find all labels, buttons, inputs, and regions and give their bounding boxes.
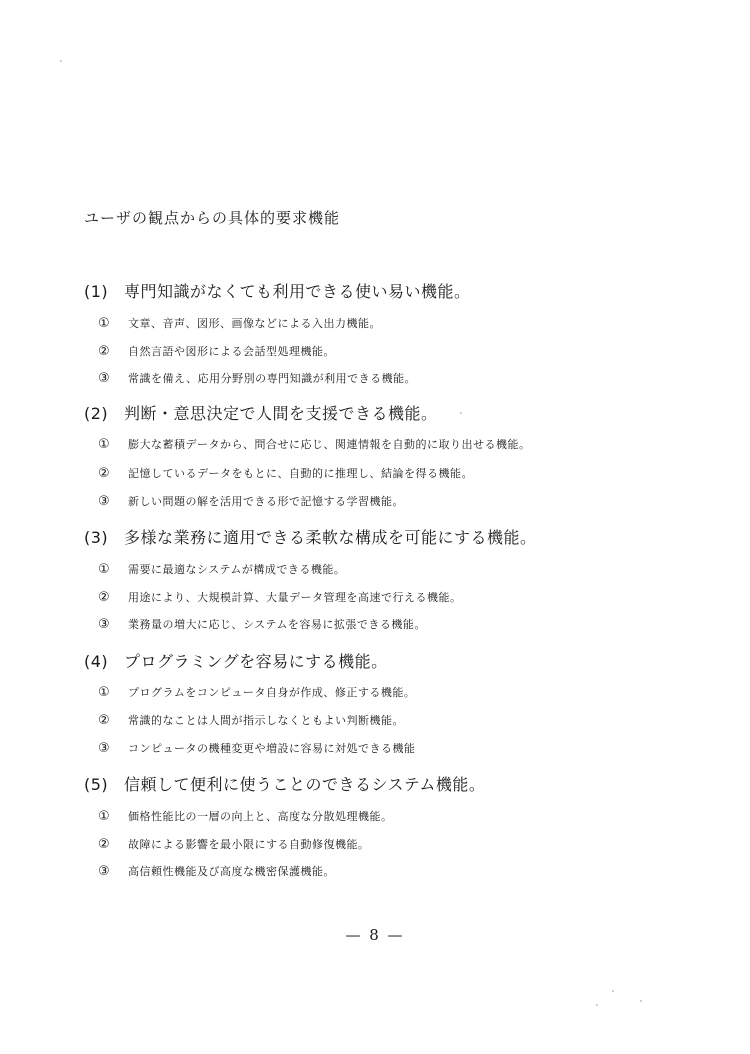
section-heading-2 (84, 401, 438, 424)
section-heading-text: プログラミングを容易にする機能。 (124, 652, 388, 671)
list-item (98, 616, 426, 632)
section-number: (4) (84, 652, 109, 671)
section-heading-4 (84, 649, 388, 672)
list-item (98, 836, 370, 852)
item-marker: ② (98, 837, 111, 852)
list-item (98, 343, 335, 359)
list-item (98, 315, 381, 331)
scan-speck (612, 990, 614, 992)
item-marker: ② (98, 466, 111, 481)
item-text: 高信頼性機能及び高度な機密保護機能。 (128, 865, 335, 878)
item-marker: ③ (98, 864, 111, 879)
item-text: 業務量の増大に応じ、システムを容易に拡張できる機能。 (128, 618, 426, 631)
scan-speck (640, 1000, 642, 1002)
item-marker: ① (98, 809, 111, 824)
section-number: (1) (84, 282, 109, 301)
list-item (98, 465, 473, 481)
item-marker: ① (98, 316, 111, 331)
item-marker: ③ (98, 617, 111, 632)
page-number: — 8 — (345, 926, 405, 944)
list-item (98, 589, 462, 605)
section-number: (5) (84, 775, 109, 794)
scan-speck (60, 60, 62, 62)
list-item (98, 712, 404, 728)
item-marker: ① (98, 562, 111, 577)
item-text: 常識的なことは人間が指示しなくともよい判断機能。 (128, 714, 404, 727)
item-text: プログラムをコンピュータ自身が作成、修正する機能。 (128, 686, 416, 699)
item-text: 文章、音声、図形、画像などによる入出力機能。 (128, 317, 381, 330)
section-number: (3) (84, 528, 109, 547)
scan-speck (596, 1004, 598, 1006)
list-item (98, 370, 416, 386)
list-item (98, 561, 345, 577)
scan-speck (460, 412, 462, 414)
item-marker: ③ (98, 371, 111, 386)
section-heading-3 (84, 525, 537, 548)
list-item (98, 863, 335, 879)
item-text: 故障による影響を最小限にする自動修復機能。 (128, 838, 370, 851)
page-title: ユーザの観点からの具体的要求機能 (84, 209, 341, 227)
item-marker: ① (98, 685, 111, 700)
section-heading-1 (84, 279, 471, 302)
section-heading-text: 多様な業務に適用できる柔軟な構成を可能にする機能。 (124, 528, 537, 547)
list-item (98, 808, 393, 824)
item-text: 自然言語や図形による会話型処理機能。 (128, 345, 335, 358)
item-text: 需要に最適なシステムが構成できる機能。 (128, 563, 346, 576)
item-text: 用途により、大規模計算、大量データ管理を高速で行える機能。 (128, 591, 462, 604)
item-text: 記憶しているデータをもとに、自動的に推理し、結論を得る機能。 (128, 467, 473, 480)
section-number: (2) (84, 404, 109, 423)
section-heading-text: 判断・意思決定で人間を支援できる機能。 (124, 404, 438, 423)
section-heading-5 (84, 772, 485, 795)
item-marker: ② (98, 590, 111, 605)
item-marker: ③ (98, 741, 111, 756)
list-item (98, 493, 404, 509)
item-marker: ② (98, 344, 111, 359)
item-marker: ② (98, 713, 111, 728)
item-text: 価格性能比の一層の向上と、高度な分散処理機能。 (128, 810, 393, 823)
section-heading-text: 信頼して便利に使うことのできるシステム機能。 (124, 775, 486, 794)
list-item (98, 436, 531, 452)
item-text: コンピュータの機種変更や増設に容易に対処できる機能 (128, 742, 416, 755)
list-item (98, 740, 416, 756)
item-marker: ③ (98, 494, 111, 509)
item-text: 膨大な蓄積データから、問合せに応じ、関連情報を自動的に取り出せる機能。 (128, 438, 531, 451)
item-text: 新しい問題の解を活用できる形で記憶する学習機能。 (128, 495, 404, 508)
list-item (98, 684, 415, 700)
item-text: 常識を備え、応用分野別の専門知識が利用できる機能。 (128, 372, 417, 385)
section-heading-text: 専門知識がなくても利用できる使い易い機能。 (124, 282, 471, 301)
item-marker: ① (98, 437, 111, 452)
